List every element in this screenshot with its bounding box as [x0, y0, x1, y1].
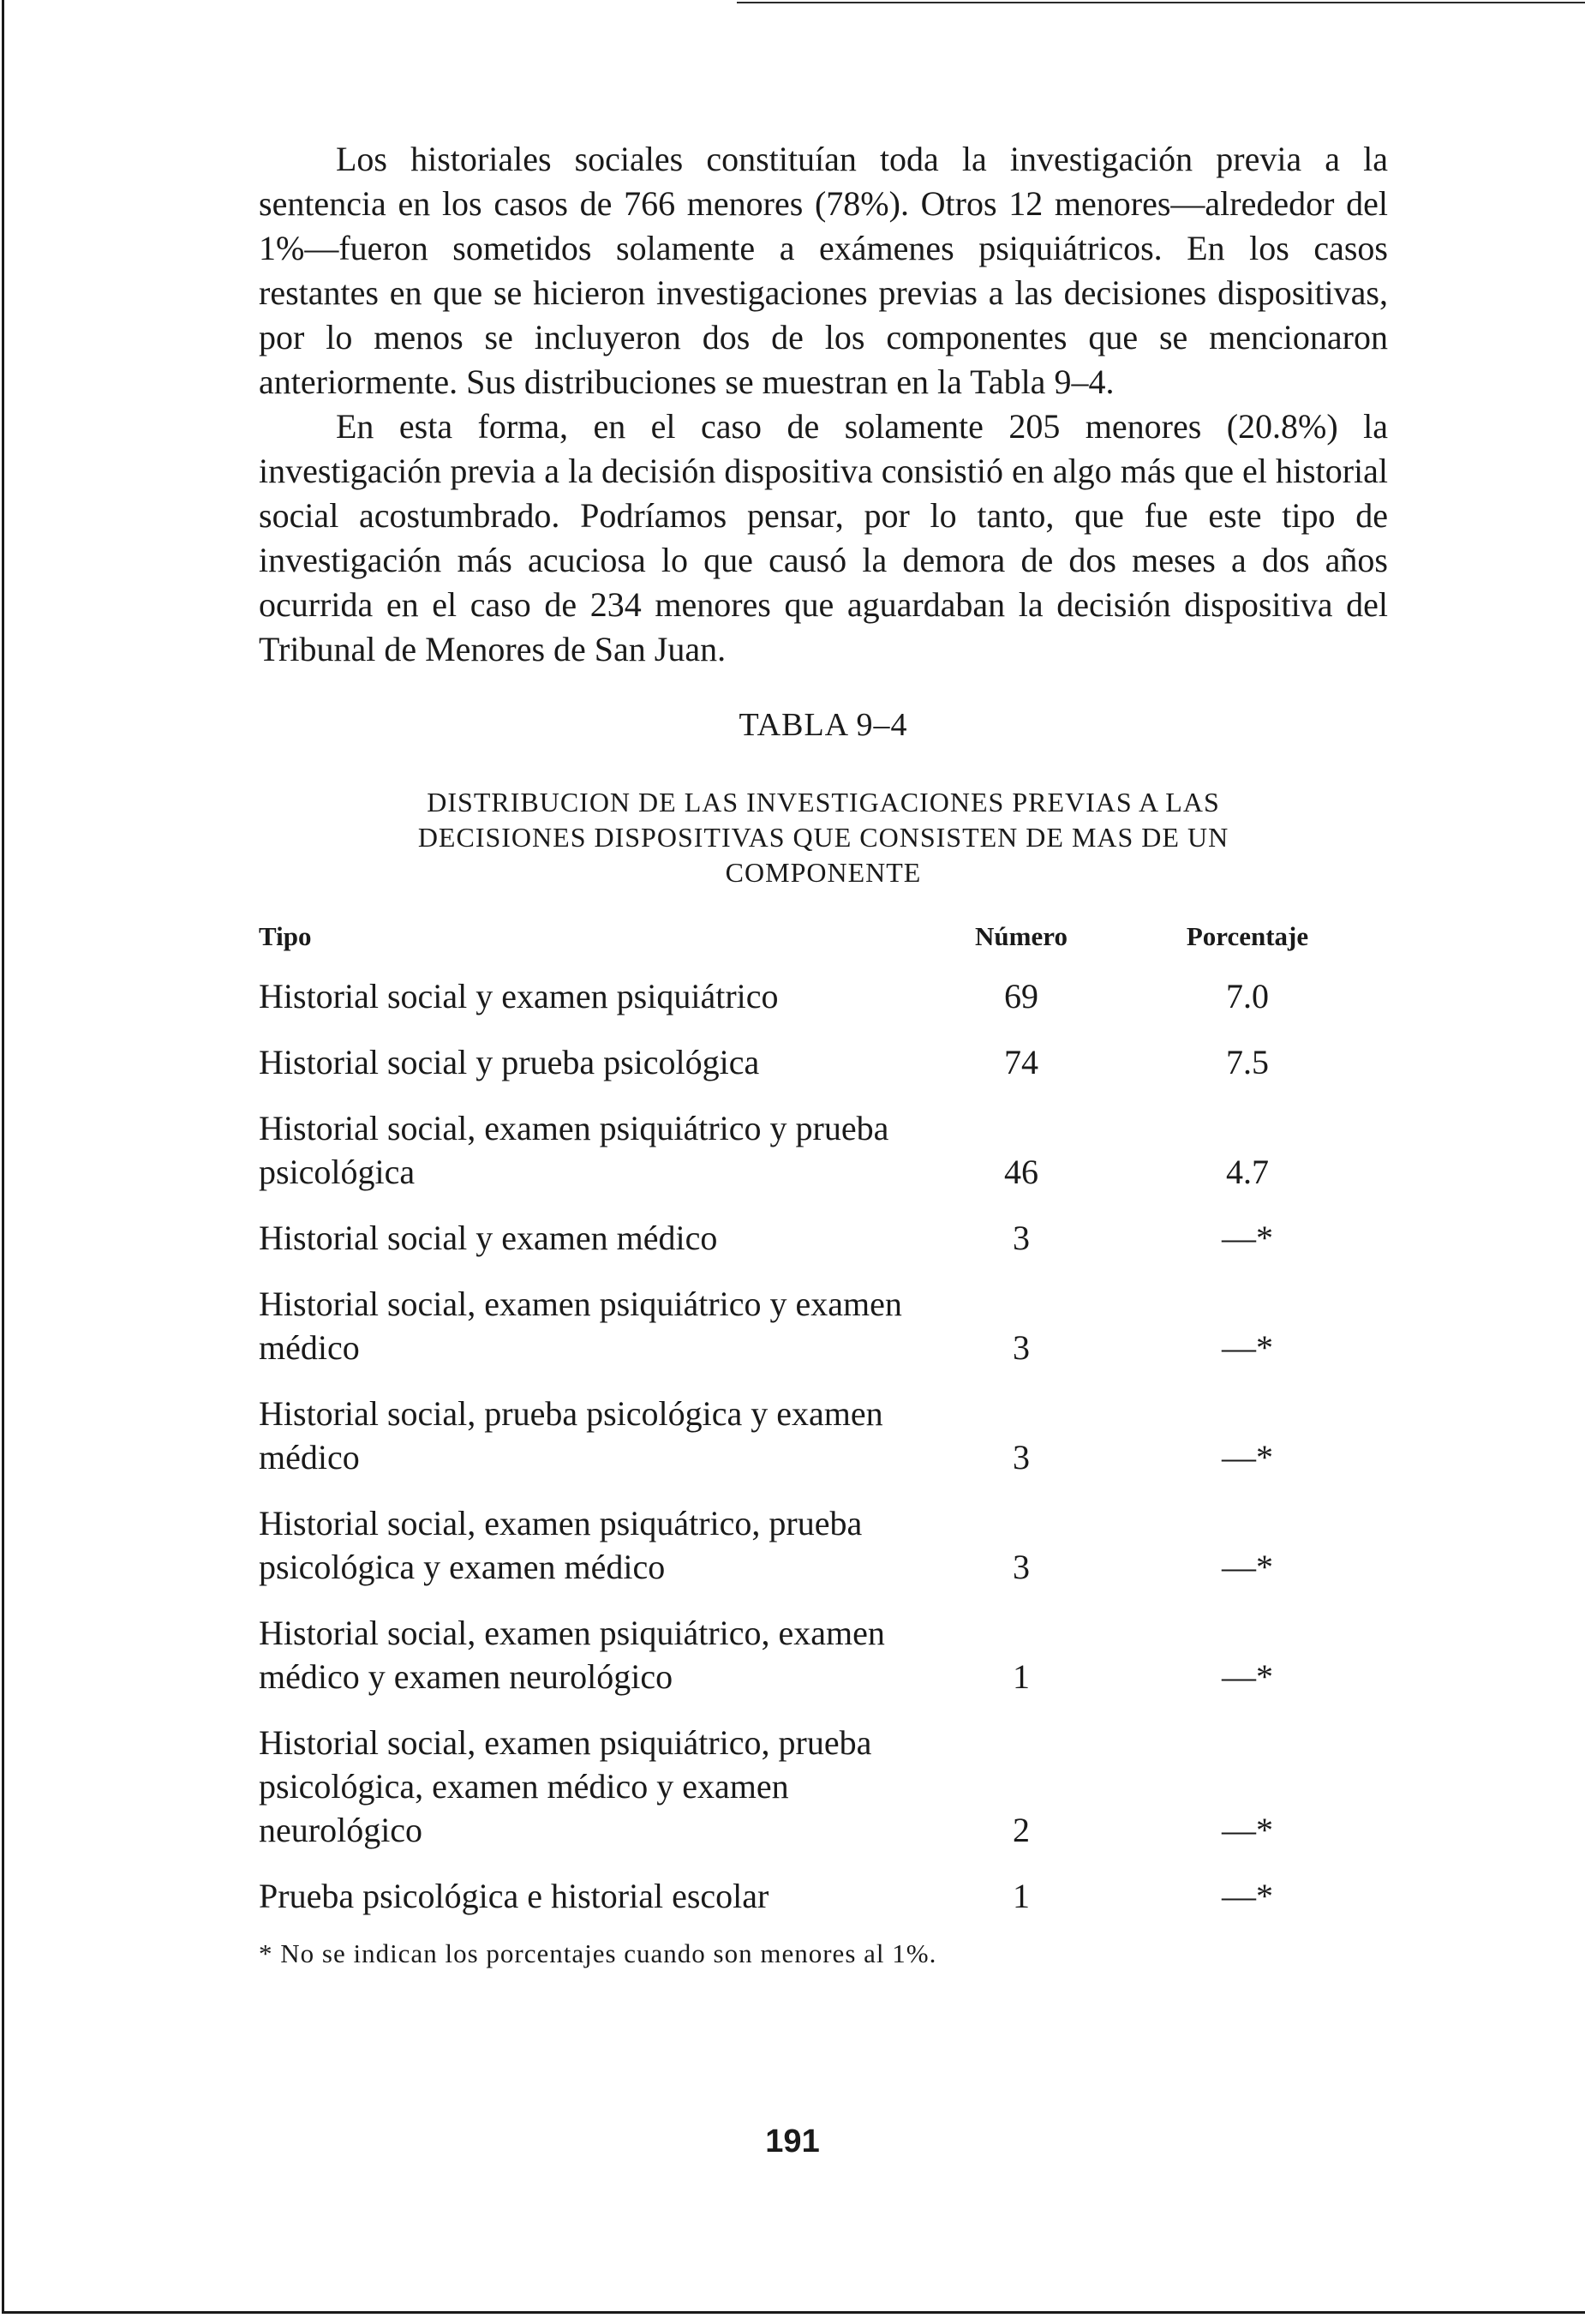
cell-tipo: Historial social, examen psiquiátrico y prueba psicológica [259, 1109, 889, 1191]
table-body [259, 974, 1388, 1940]
cell-numero: 1 [1013, 1877, 1030, 1915]
cell-porcentaje: —* [1222, 1328, 1273, 1367]
cell-tipo: Historial social, examen psiquátrico, prueba psicológica y examen médico [259, 1504, 863, 1586]
table-row [259, 1282, 1388, 1392]
body-text [259, 137, 1388, 672]
table-row [259, 1040, 1388, 1106]
cell-numero: 74 [1004, 1043, 1038, 1081]
cell-porcentaje: —* [1222, 1877, 1273, 1915]
cell-porcentaje: 7.5 [1226, 1043, 1269, 1081]
cell-tipo: Historial social y examen psiquiátrico [259, 977, 779, 1015]
cell-tipo: Historial social, prueba psicológica y examen médico [259, 1394, 883, 1476]
cell-porcentaje: —* [1222, 1657, 1273, 1696]
cell-porcentaje: 7.0 [1226, 977, 1269, 1015]
cell-numero: 1 [1013, 1657, 1030, 1696]
cell-numero: 46 [1004, 1153, 1038, 1191]
cell-porcentaje: 4.7 [1226, 1153, 1269, 1191]
cell-numero: 3 [1013, 1219, 1030, 1257]
table-row [259, 1721, 1388, 1874]
cell-tipo: Historial social, examen psiquiátrico, prueba psicológica, examen médico y examen neurológico [259, 1723, 872, 1849]
column-header-tipo: Tipo [259, 921, 312, 951]
table-row [259, 974, 1388, 1040]
cell-tipo: Historial social y prueba psicológica [259, 1043, 760, 1081]
cell-numero: 3 [1013, 1548, 1030, 1586]
cell-porcentaje: —* [1222, 1438, 1273, 1476]
paragraph: En esta forma, en el caso de solamente 205 menores (20.8%) la investigación previa a la decisión dispositiva consistió en algo más que el historial social acostumbrado. Podríamos pensar, por lo tanto, que fue este tipo de investigación más acuciosa lo que causó la demora de dos meses a dos años ocurrida en el caso de 234 menores que aguardaban la decisión dispositiva del Tribunal de Menores de San Juan. [259, 407, 1388, 668]
column-header-numero: Número [975, 921, 1068, 951]
paragraph: Los historiales sociales constituían toda la investigación previa a la sentencia en los casos de 766 menores (78%). Otros 12 menores—alrededor del 1%—fueron sometidos solamente a exámenes psiquiátricos. En los casos restantes en que se hicieron investigaciones previas a las decisiones dispositivas, por lo menos se incluyeron dos de los componentes que se mencionaron anteriormente. Sus distribuciones se muestran en la Tabla 9–4. [259, 140, 1388, 401]
table-label: TABLA 9–4 [739, 707, 908, 743]
table-header-row [259, 921, 1388, 974]
page-edge-top [737, 2, 1585, 3]
page-edge-left [2, 0, 4, 2314]
cell-porcentaje: —* [1222, 1219, 1273, 1257]
cell-tipo: Prueba psicológica e historial escolar [259, 1877, 769, 1915]
page-content [259, 137, 1388, 1969]
cell-tipo: Historial social, examen psiquiátrico y examen médico [259, 1285, 902, 1367]
cell-porcentaje: —* [1222, 1548, 1273, 1586]
cell-numero: 69 [1004, 977, 1038, 1015]
page-number: 191 [765, 2123, 820, 2159]
table-row [259, 1392, 1388, 1501]
table-row [259, 1106, 1388, 1216]
column-header-porcentaje: Porcentaje [1186, 921, 1309, 951]
table-row [259, 1611, 1388, 1721]
table-row [259, 1501, 1388, 1611]
page-edge-bottom [2, 2311, 1585, 2314]
table-caption: DISTRIBUCION DE LAS INVESTIGACIONES PREVIAS A LAS DECISIONES DISPOSITIVAS QUE CONSISTEN DE MAS DE UN COMPONENTE [417, 787, 1229, 888]
table-row [259, 1216, 1388, 1282]
data-table [259, 921, 1388, 1940]
cell-tipo: Historial social, examen psiquiátrico, examen médico y examen neurológico [259, 1614, 885, 1696]
cell-porcentaje: —* [1222, 1811, 1273, 1849]
cell-numero: 3 [1013, 1438, 1030, 1476]
table-footnote: * No se indican los porcentajes cuando son menores al 1%. [259, 1938, 937, 1968]
table-row [259, 1874, 1388, 1940]
cell-tipo: Historial social y examen médico [259, 1219, 718, 1257]
cell-numero: 2 [1013, 1811, 1030, 1849]
cell-numero: 3 [1013, 1328, 1030, 1367]
